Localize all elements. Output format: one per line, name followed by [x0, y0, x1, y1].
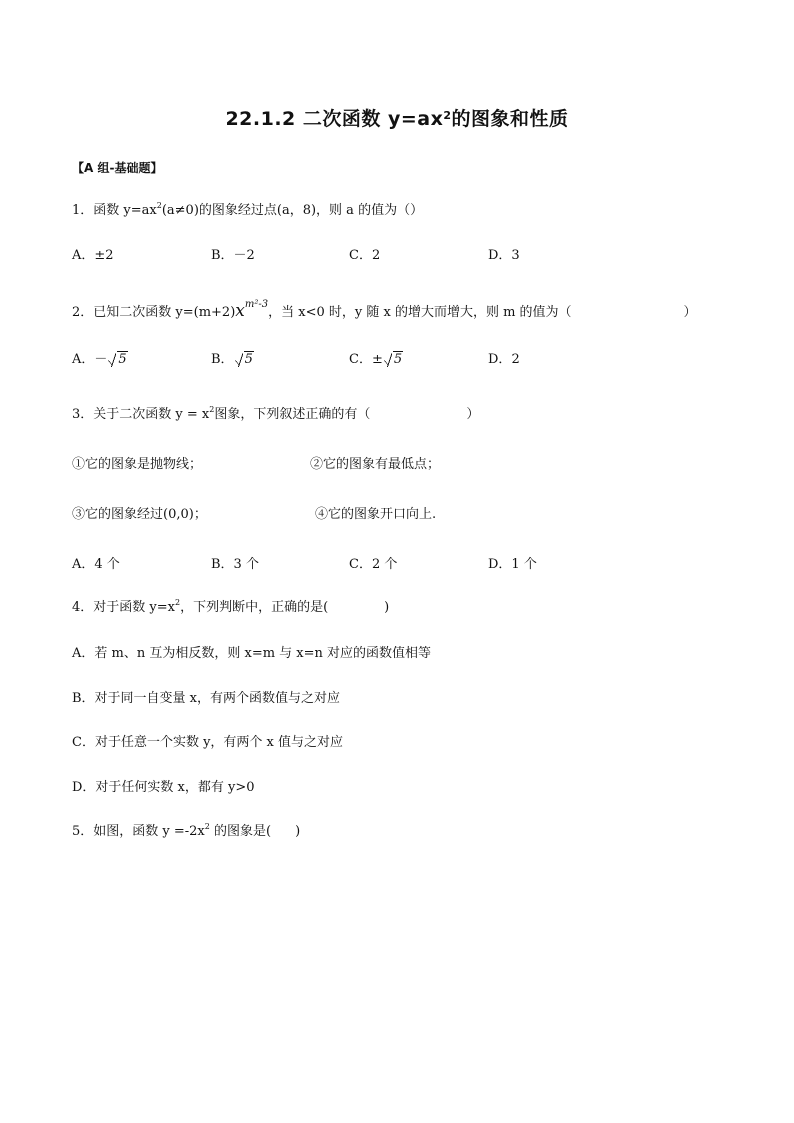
q3-option-a: A．4 个	[72, 557, 120, 572]
q4-option-a: A．若 m、n 互为相反数，则 x=m 与 x=n 对应的函数值相等	[72, 646, 432, 661]
q3-statement-1: ①它的图象是抛物线；	[72, 457, 203, 472]
q3-statement-4: ④它的图象开口向上.	[315, 507, 437, 522]
q2-option-c: C．± 5	[349, 352, 403, 367]
q1-option-a: A．±2	[72, 248, 114, 263]
section-heading: 【A 组-基础题】	[72, 161, 163, 175]
q2-option-a: A．－ 5	[72, 352, 127, 367]
q3-option-b: B．3 个	[211, 557, 259, 572]
question-1-stem: 1．函数 $y=ax^2(a\ne 0)$的图象经过点(a，8)，则 a 的值为（）	[72, 201, 424, 218]
q4-option-b: B．对于同一自变量 x，有两个函数值与之对应	[72, 691, 341, 706]
question-3-stem: 3．关于二次函数 $y = x^2$图象，下列叙述正确的有（ ）	[72, 405, 480, 422]
q3-statement-2: ②它的图象有最低点；	[310, 457, 441, 472]
q1-option-d: D．3	[488, 248, 520, 263]
question-4-stem: 4．对于函数 $y=x^2$，下列判断中，正确的是( )	[72, 598, 390, 615]
q4-option-d: D．对于任何实数 x，都有 y>0	[72, 780, 255, 795]
question-5-stem: 5．如图，函数 $y =-2x^2$ 的图象是( )	[72, 822, 301, 839]
question-2-stem: 2．已知二次函数 $y=(m+2)x^{m^2-3}$，当 x<0 时，y 随 x 的增大而增大，则 m 的值为（ ）	[72, 299, 697, 321]
q2-option-d: D．2	[488, 352, 520, 367]
q1-option-b: B．－2	[211, 248, 255, 263]
q1-option-c: C．2	[349, 248, 381, 263]
q2-option-b: B． 5	[211, 352, 253, 367]
q3-option-c: C．2 个	[349, 557, 398, 572]
q4-option-c: C．对于任意一个实数 y，有两个 x 值与之对应	[72, 735, 344, 750]
q3-option-d: D．1 个	[488, 557, 537, 572]
page-title: 22.1.2 二次函数 $y=ax^2$的图象和性质	[225, 108, 569, 130]
q3-statement-3: ③它的图象经过(0,0)；	[72, 507, 207, 522]
